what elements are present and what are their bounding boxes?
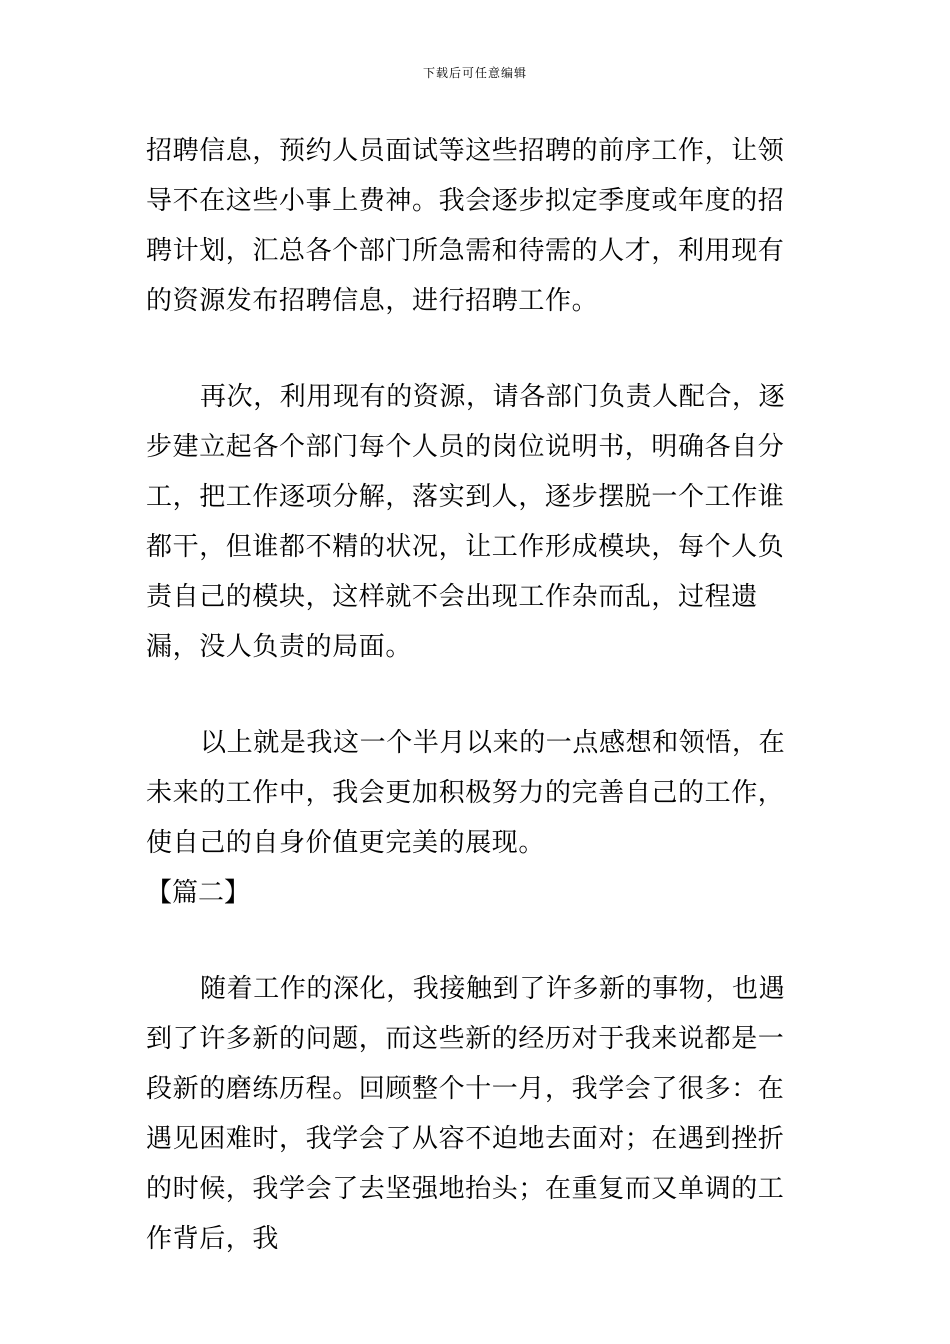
section-heading: 【篇二】 [146, 878, 251, 908]
paragraph-job-descriptions: 再次，利用现有的资源，请各部门负责人配合，逐步建立起各个部门每个人员的岗位说明书，明确各自分工，把工作逐项分解，落实到人，逐步摆脱一个工作谁都干，但谁都不精的状况，让工作形成模块，每个人负责自己的模块，这样就不会出现工作杂而乱，过程遗漏，没人负责的局面。 [146, 382, 786, 662]
paragraph-part-two: 随着工作的深化，我接触到了许多新的事物，也遇到了许多新的问题，而这些新的经历对于我来说都是一段新的磨练历程。回顾整个十一月，我学会了很多：在遇见困难时，我学会了从容不迫地去面对；在遇到挫折的时候，我学会了去坚强地抬头；在重复而又单调的工作背后，我 [146, 974, 786, 1254]
document-body [146, 126, 806, 1264]
paragraph-recruitment: 招聘信息，预约人员面试等这些招聘的前序工作，让领导不在这些小事上费神。我会逐步拟定季度或年度的招聘计划，汇总各个部门所急需和待需的人才，利用现有的资源发布招聘信息，进行招聘工作。 [146, 136, 785, 316]
paragraph-conclusion: 以上就是我这一个半月以来的一点感想和领悟，在未来的工作中，我会更加积极努力的完善自己的工作，使自己的自身价值更完美的展现。 [146, 728, 786, 858]
page-header: 下载后可任意编辑 [422, 66, 527, 80]
